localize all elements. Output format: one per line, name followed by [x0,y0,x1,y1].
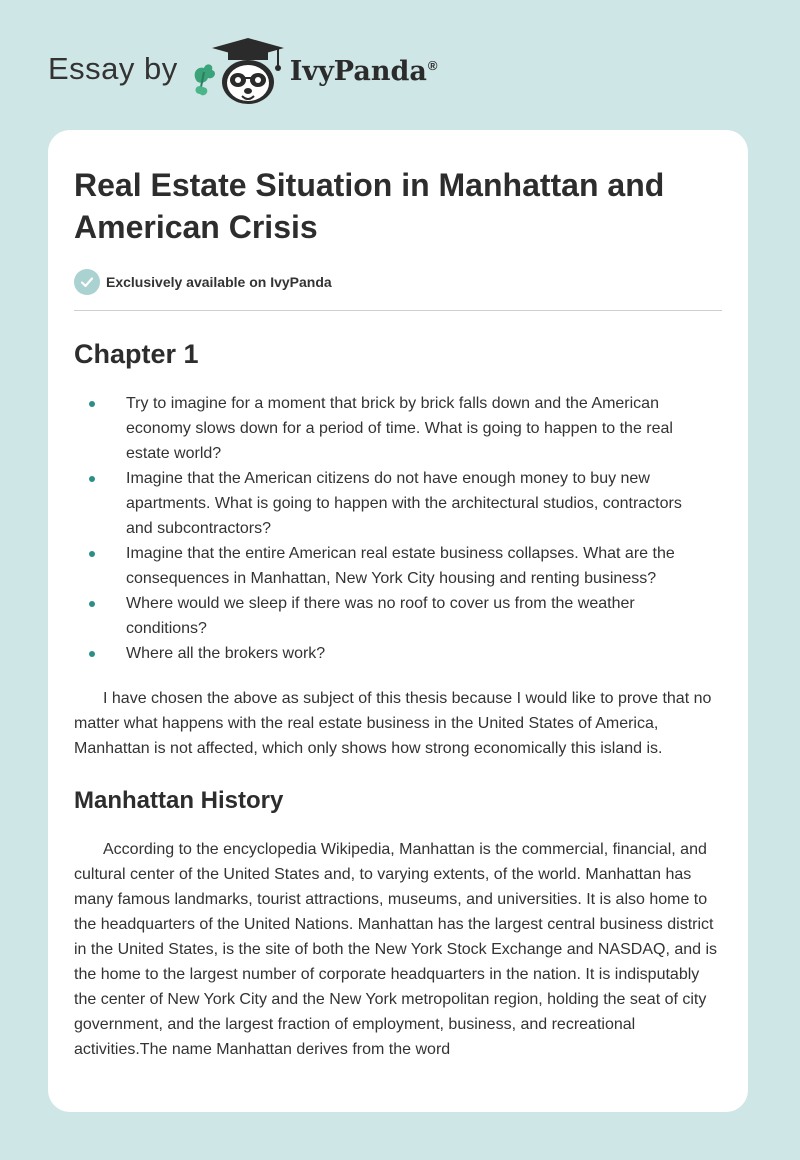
bullet-dot [89,401,95,407]
bullet-dot [89,601,95,607]
list-item: Imagine that the entire American real estate business collapses. What are the consequences in Manhattan, New York City housing and renting business? [126,541,722,591]
intro-paragraph: I have chosen the above as subject of this thesis because I would like to prove that no matter what happens with the real estate business in the United States of America, Manhattan is not affected, which only shows how strong economically this island is. [74,690,712,757]
history-paragraph: According to the encyclopedia Wikipedia, Manhattan is the commercial, financial, and cultural center of the United States and, to varying extents, of the world. Manhattan has many famous landmarks, tourist attractions, museums, and universities. It is also home to the headquarters of the United Nations. Manhattan has the largest central business district in the United States, is the site of both the New York Stock Exchange and NASDAQ, and is the home to the largest number of corporate headquarters in the nation. It is indisputably the center of New York City and the New York metropolitan region, holding the seat of city government, and the largest fraction of employment, business, and recreational activities.The name Manhattan derives from the word [74,841,718,1058]
chapter-heading: Chapter 1 [74,339,199,369]
brand-prefix: Essay by [48,51,178,86]
title-divider [74,310,722,311]
exclusive-badge [74,268,722,296]
exclusive-badge-text: Exclusively available on IvyPanda [106,274,332,290]
history-heading: Manhattan History [74,787,284,814]
checkmark-icon [74,269,100,295]
list-item: Try to imagine for a moment that brick by brick falls down and the American economy slows down for a period of time. What is going to happen to the real estate world? [126,391,722,466]
brand-name: IvyPanda® [289,55,438,87]
registered-mark: ® [427,57,438,73]
question-list [74,391,722,666]
list-item: Imagine that the American citizens do not have enough money to buy new apartments. What is going to happen with the architectural studios, contractors and subcontractors? [126,466,722,541]
list-item: Where would we sleep if there was no roof to cover us from the weather conditions? [126,591,722,641]
essay-card [48,130,748,1112]
panda-graduate-icon [192,36,288,108]
list-item: Where all the brokers work? [126,641,722,666]
essay-title: Real Estate Situation in Manhattan and American Crisis [74,167,665,245]
bullet-dot [89,476,95,482]
bullet-dot [89,651,95,657]
site-header-logo[interactable] [48,36,437,108]
bullet-dot [89,551,95,557]
